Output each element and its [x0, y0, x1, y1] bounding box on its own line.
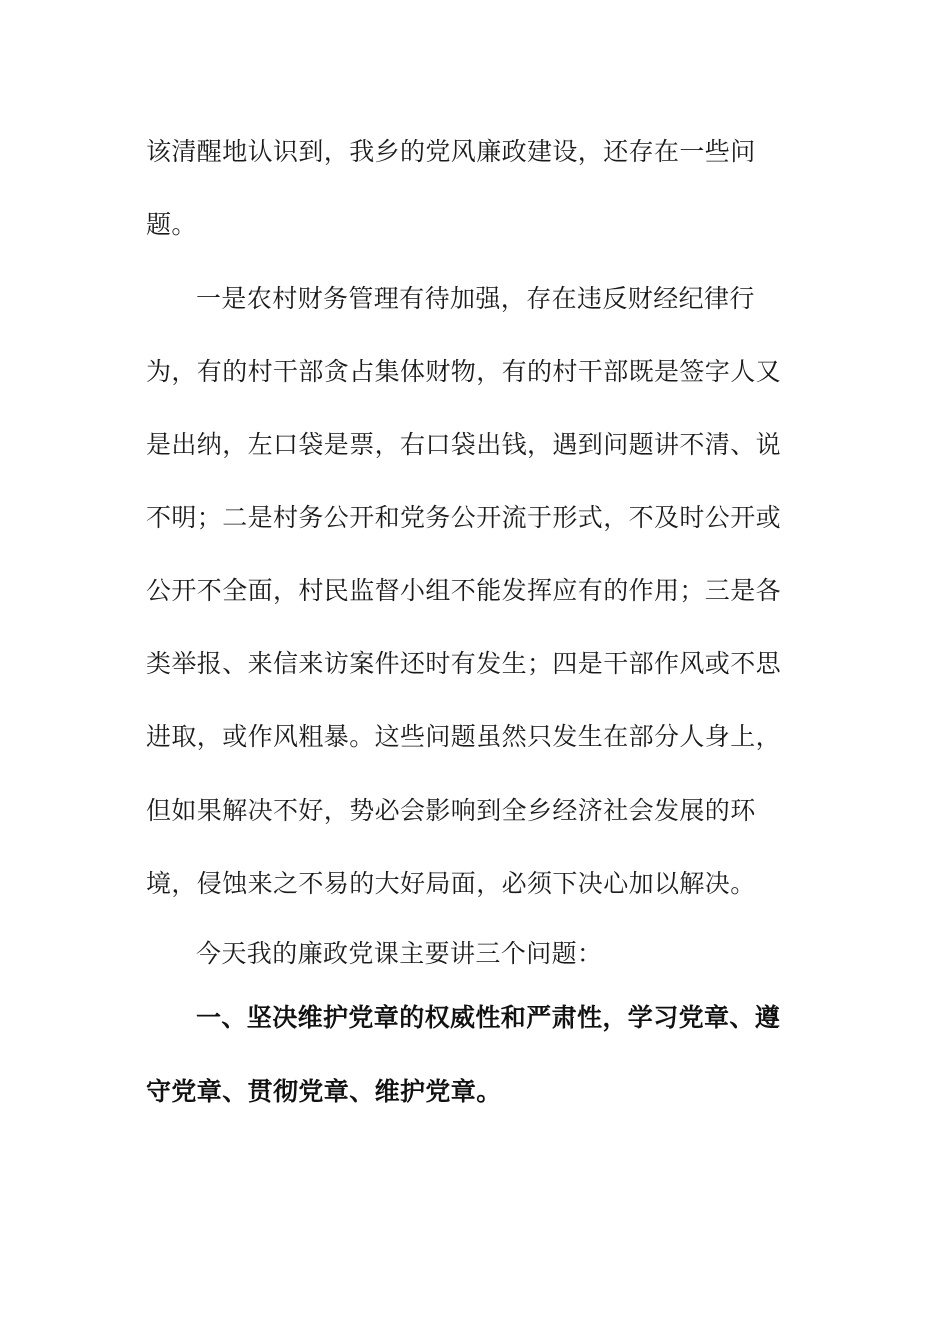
- text-line: 公开不全面，村民监督小组不能发挥应有的作用；三是各: [146, 576, 782, 605]
- paragraph-start-line: 今天我的廉政党课主要讲三个问题：: [196, 939, 603, 968]
- text-line: 该清醒地认识到，我乡的党风廉政建设，还存在一些问: [146, 137, 756, 166]
- text-line: 进取，或作风粗暴。这些问题虽然只发生在部分人身上，: [146, 722, 782, 751]
- section-heading-line: 守党章、贯彻党章、维护党章。: [146, 1077, 502, 1106]
- paragraph-start-line: 一是农村财务管理有待加强，存在违反财经纪律行: [196, 284, 755, 313]
- section-heading-line: 一、坚决维护党章的权威性和严肃性，学习党章、遵: [196, 1003, 781, 1032]
- text-line: 境，侵蚀来之不易的大好局面，必须下决心加以解决。: [146, 869, 756, 898]
- text-line: 不明；二是村务公开和党务公开流于形式，不及时公开或: [146, 503, 782, 532]
- text-line: 为，有的村干部贪占集体财物，有的村干部既是签字人又: [146, 357, 782, 386]
- text-line: 但如果解决不好，势必会影响到全乡经济社会发展的环: [146, 796, 756, 825]
- text-line: 题。: [146, 210, 197, 239]
- text-line: 是出纳，左口袋是票，右口袋出钱，遇到问题讲不清、说: [146, 430, 782, 459]
- text-line: 类举报、来信来访案件还时有发生；四是干部作风或不思: [146, 649, 782, 678]
